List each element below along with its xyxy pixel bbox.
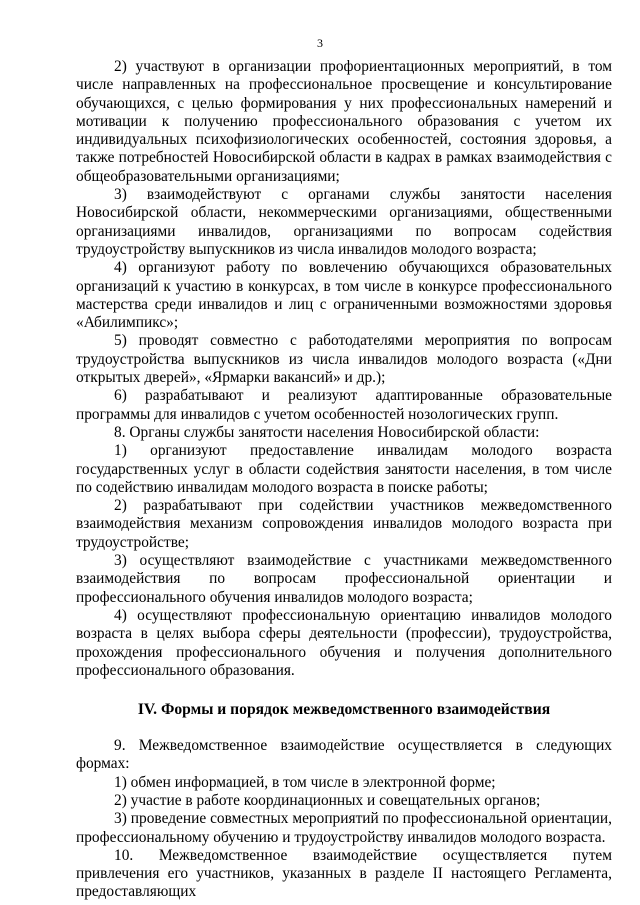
document-body: [76, 58, 612, 902]
paragraph-5-employers-events: 5) проводят совместно с работодателями мероприятия по вопросам трудоустройства выпускников из числа инвалидов молодого возраста («Дни открытых дверей», «Ярмарки вакансий» и др.);: [76, 332, 612, 387]
paragraph-8-2-support-mechanism: 2) разрабатывают при содействии участников межведомственного взаимодействия механизм сопровождения инвалидов молодого возраста при трудоустройстве;: [76, 497, 612, 551]
page-number: 3: [317, 36, 323, 50]
paragraph-9-3-joint-events: 3) проведение совместных мероприятий по профессиональной ориентации, профессиональному обучению и трудоустройству инвалидов молодого возраста.: [76, 810, 612, 846]
section-heading: IV. Формы и порядок межведомственного взаимодействия: [137, 701, 551, 719]
paragraph-8-3-cooperation: 3) осуществляют взаимодействие с участниками межведомственного взаимодействия по вопросам профессиональной ориентации и профессионального обучения инвалидов молодого возраста;: [76, 552, 612, 606]
paragraph-6-adapted-programs: 6) разрабатывают и реализуют адаптированные образовательные программы для инвалидов с учетом особенностей нозологических групп.: [76, 387, 612, 423]
paragraph-4-competitions: 4) организуют работу по вовлечению обучающихся образовательных организаций к участию в конкурсах, в том числе в конкурсе профессионального мастерства среди инвалидов и лиц с ограниченными возможностями здоровья «Абилимпикс»;: [76, 259, 612, 332]
paragraph-3-employment-services: 3) взаимодействуют с органами службы занятости населения Новосибирской области, некоммерческими организациями, общественными организациями инвалидов, организациями по вопросам содействия трудоустройству выпускников из числа инвалидов молодого возраста;: [76, 186, 612, 258]
paragraph-9-2-councils: 2) участие в работе координационных и совещательных органов;: [114, 791, 541, 809]
paragraph-8-1-state-services: 1) организуют предоставление инвалидам молодого возраста государственных услуг в области содействия занятости населения, в том числе по содействию инвалидам молодого возраста в поиске работы;: [76, 442, 612, 496]
paragraph-9-1-info-exchange: 1) обмен информацией, в том числе в электронной форме;: [114, 773, 496, 791]
paragraph-9-forms: 9. Межведомственное взаимодействие осуществляется в следующих формах:: [76, 737, 612, 773]
paragraph-10-implementation: 10. Межведомственное взаимодействие осуществляется путем привлечения его участников, указанных в разделе II настоящего Регламента, предоставляющих: [76, 846, 612, 901]
paragraph-8-4-vocational-guidance: 4) осуществляют профессиональную ориентацию инвалидов молодого возраста в целях выбора сферы деятельности (профессии), трудоустройства, прохождения профессионального обучения и получения дополнительного профессионального образования.: [76, 606, 612, 679]
paragraph-8-employment-bodies: 8. Органы службы занятости населения Новосибирской области:: [114, 423, 540, 441]
paragraph-2-profession-orientation: 2) участвуют в организации профориентационных мероприятий, в том числе направленных на профессиональное просвещение и консультирование обучающихся, с целью формирования у них профессиональных намерений и мотивации к получению профессионального образования с учетом их индивидуальных психофизиологических особенностей, состояния здоровья, а также потребностей Новосибирской области в кадрах в рамках взаимодействия с общеобразовательными организациями;: [76, 58, 612, 185]
